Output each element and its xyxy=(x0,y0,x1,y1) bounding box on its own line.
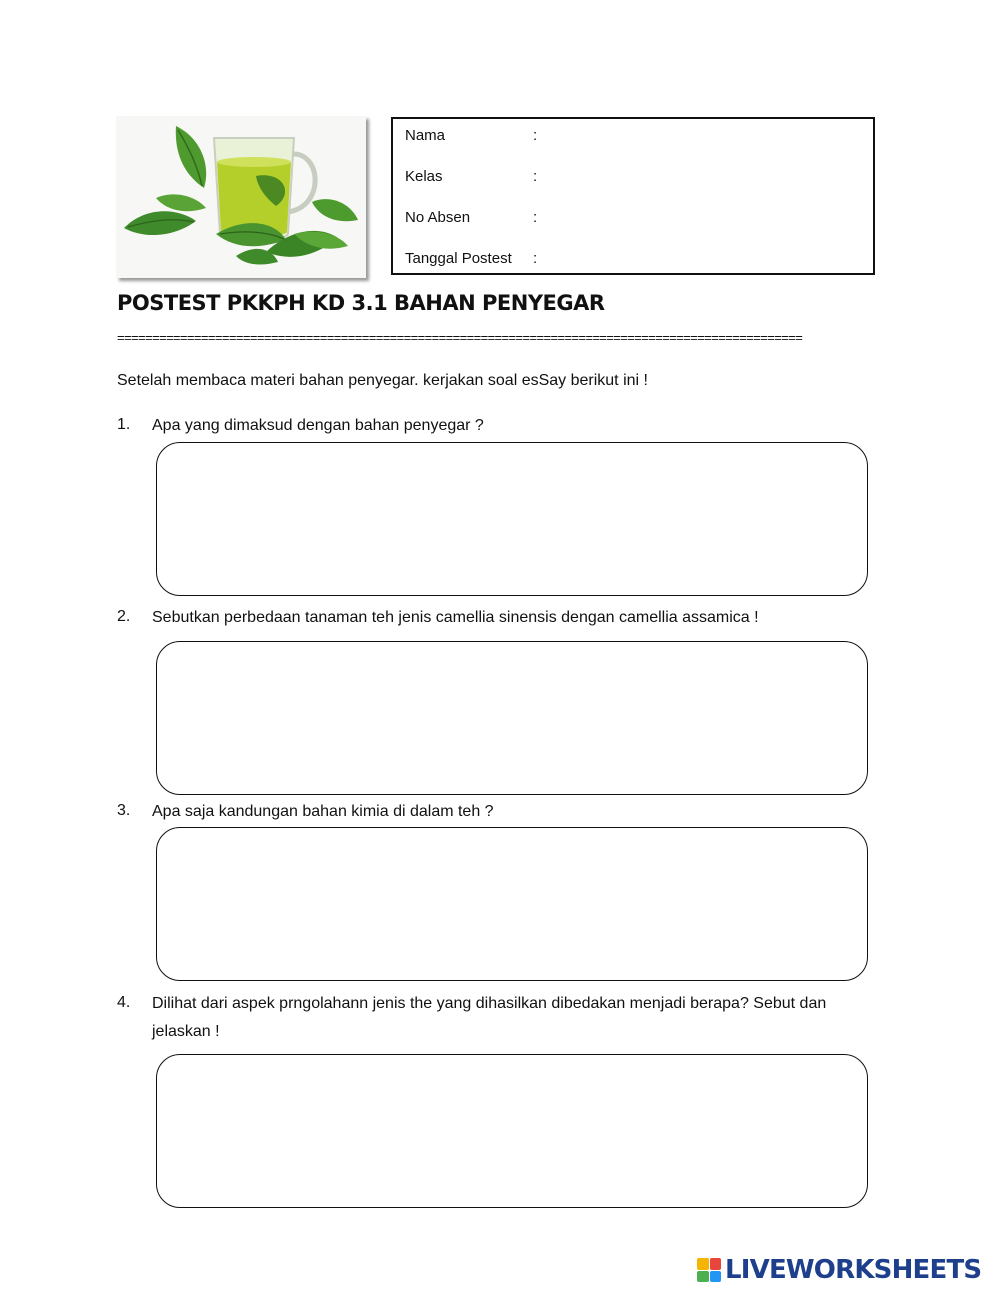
field-separator: : xyxy=(533,168,538,185)
field-tanggal-postest xyxy=(405,250,537,267)
field-separator: : xyxy=(533,250,538,267)
question-text: Apa yang dimaksud dengan bahan penyegar ? xyxy=(152,417,484,434)
question-text: Dilihat dari aspek prngolahann jenis the yang dihasilkan dibedakan menjadi berapa? Sebut dan jelaskan ! xyxy=(152,995,827,1040)
logo-square xyxy=(697,1271,709,1283)
field-label: No Absen xyxy=(405,209,471,226)
page-title: POSTEST PKKPH KD 3.1 BAHAN PENYEGAR xyxy=(117,291,605,315)
field-nama xyxy=(405,127,537,144)
student-info-box xyxy=(391,117,875,275)
instruction-text: Setelah membaca materi bahan penyegar. kerjakan soal esSay berikut ini ! xyxy=(117,372,648,389)
field-label: Tanggal Postest xyxy=(405,250,512,267)
question-number: 2. xyxy=(117,608,131,625)
question-text: Apa saja kandungan bahan kimia di dalam teh ? xyxy=(152,803,494,820)
logo-square xyxy=(697,1258,709,1270)
question-number: 3. xyxy=(117,802,131,819)
field-no-absen xyxy=(405,209,537,226)
field-separator: : xyxy=(533,209,538,226)
brand-name: LIVEWORKSHEETS xyxy=(725,1255,982,1285)
question-number: 1. xyxy=(117,416,131,433)
field-label: Kelas xyxy=(405,168,443,185)
field-separator: : xyxy=(533,127,538,144)
field-label: Nama xyxy=(405,127,446,144)
field-kelas xyxy=(405,168,537,185)
answer-box-4[interactable] xyxy=(156,1054,868,1208)
divider-line: ================================================================================================== xyxy=(117,330,803,345)
liveworksheets-logo xyxy=(697,1254,981,1286)
question-number: 4. xyxy=(117,994,131,1011)
tea-photo xyxy=(116,116,366,278)
logo-square xyxy=(710,1258,722,1270)
liveworksheets-icon xyxy=(697,1258,721,1282)
answer-box-3[interactable] xyxy=(156,827,868,981)
question-text: Sebutkan perbedaan tanaman teh jenis camellia sinensis dengan camellia assamica ! xyxy=(152,609,759,626)
logo-square xyxy=(710,1271,722,1283)
green-tea-cup-image xyxy=(116,116,366,278)
answer-box-1[interactable] xyxy=(156,442,868,596)
answer-box-2[interactable] xyxy=(156,641,868,795)
